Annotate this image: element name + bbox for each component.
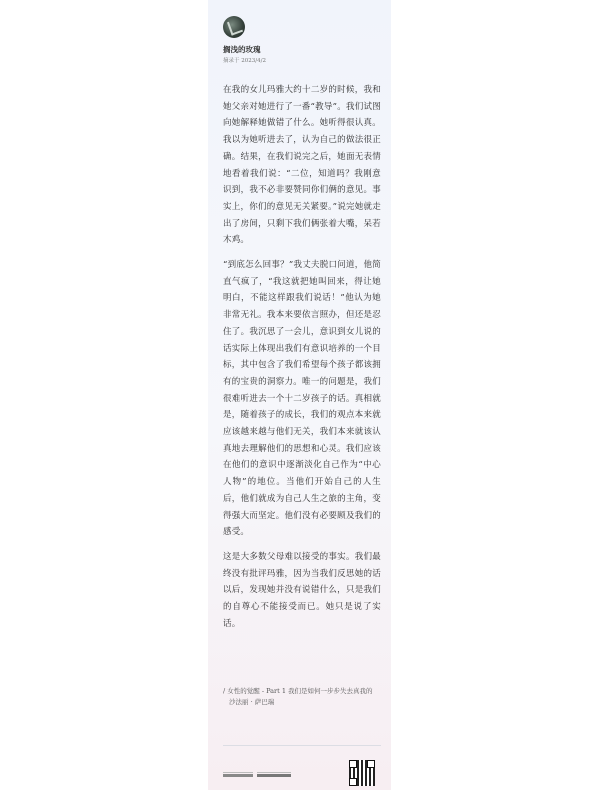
footer-divider (223, 745, 381, 746)
author-name[interactable]: 搁浅的玫瑰 (223, 45, 261, 54)
book-author: 沙法丽 · 萨巴瑞 (229, 698, 275, 706)
paragraph-3: 这是大多数父母难以接受的事实。我们最终没有批评玛雅，因为当我们反思她的话以后，发现她并没有说错什么，只是我们的自尊心不能接受而已。她只是说了实话。 (223, 551, 381, 629)
excerpt-card (208, 0, 391, 790)
paragraph-2: “到底怎么回事？”我丈夫脱口问道，他简直气疯了，“我这就把她叫回来，得让她明白，不能这样跟我们说话！”他认为她非常无礼。我本来要依言照办，但还是忍住了。我沉思了一会儿，意识到女儿说的话实际上体现出我们有意识培养的一个目标，其中包含了我们希望每个孩子都该拥有的宝贵的洞察力。唯一的问题是，我们很难听进去一个十二岁孩子的话。真相就是，随着孩子的成长，我们的观点本来就应该越来越与他们无关，我们本来就该认真地去理解他们的思想和心灵。我们应该在他们的意识中逐渐淡化自己作为“中心人物”的地位。当他们开始自己的人生后，他们就成为自己人生之旅的主角，变得强大而坚定。他们没有必要顾及我们的感受。 (223, 260, 381, 538)
qr-corner-icon (349, 760, 357, 768)
qr-corner-icon (349, 778, 357, 786)
qr-corner-icon (367, 760, 375, 768)
book-source (223, 686, 381, 708)
excerpt-date: 摘录于 2023/4/2 (223, 58, 266, 64)
avatar[interactable] (223, 16, 245, 38)
book-title: / 女性的觉醒 - Part 1 我们是如何一步步失去真我的 (223, 687, 373, 695)
avatar-image-icon (227, 18, 243, 35)
excerpt-body (223, 82, 381, 641)
app-logo-icon (223, 774, 253, 777)
qr-code-icon[interactable] (349, 760, 375, 786)
paragraph-1: 在我的女儿玛雅大约十二岁的时候，我和她父亲对她进行了一番“教导”。我们试图向她解释她做错了什么。她听得很认真。我以为她听进去了，认为自己的做法很正确。结果，在我们说完之后，她面无表情地看着我们说：“二位，知道吗？我刚意识到，我不必非要赞同你们俩的意见。事实上，你们的意见无关紧要。”说完她就走出了房间，只剩下我们俩张着大嘴，呆若木鸡。 (223, 85, 381, 246)
app-wordmark-icon (257, 774, 291, 777)
